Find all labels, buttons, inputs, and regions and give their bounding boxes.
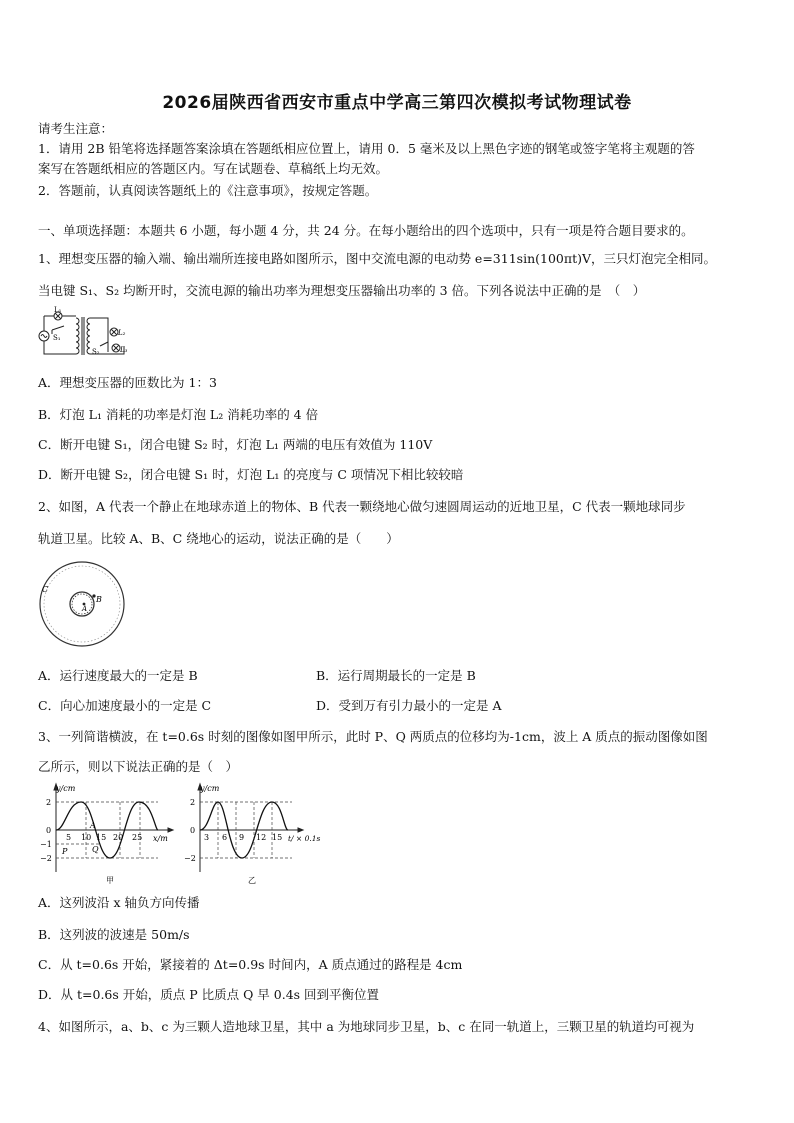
q3-jia-xlabel: x/m	[153, 834, 168, 843]
q3-jia-ytick: −1	[40, 840, 52, 849]
q3-jia-xtick: 5	[66, 833, 72, 842]
q2-orbit-diagram	[38, 560, 130, 652]
q3-yi-ytick: 2	[190, 798, 196, 807]
q3-jia-point-q: Q	[92, 845, 99, 854]
q1-fig-label-l3: L₃	[120, 346, 128, 354]
q3-jia-xtick: 10	[81, 833, 92, 842]
q2-option-a: A．运行速度最大的一定是 B	[38, 668, 198, 683]
q3-yi-xlabel: t/ × 0.1s	[288, 834, 321, 843]
q3-yi-ytick: −2	[184, 854, 196, 863]
q3-yi-ylabel: y/cm	[200, 784, 220, 793]
q1-fig-label-l1: L₁	[54, 306, 62, 314]
q1-option-c: C．断开电键 S₁，闭合电键 S₂ 时，灯泡 L₁ 两端的电压有效值为 110V	[38, 437, 433, 452]
q1-fig-label-s2: S₂	[92, 348, 100, 356]
q3-option-a: A．这列波沿 x 轴负方向传播	[38, 895, 200, 910]
q2-stem-line-1: 2、如图，A 代表一个静止在地球赤道上的物体、B 代表一颗绕地心做匀速圆周运动的近地卫星，C 代表一颗地球同步	[38, 499, 686, 514]
section-heading: 一、单项选择题：本题共 6 小题，每小题 4 分，共 24 分。在每小题给出的四个选项中，只有一项是符合题目要求的。	[38, 223, 694, 238]
q3-yi-xtick: 9	[239, 833, 245, 842]
q3-yi-xtick: 12	[256, 833, 267, 842]
notice-heading: 请考生注意：	[38, 121, 114, 136]
q3-jia-ytick: 2	[46, 798, 52, 807]
q2-fig-label-c: C	[42, 585, 49, 594]
q1-option-b: B．灯泡 L₁ 消耗的功率是灯泡 L₂ 消耗功率的 4 倍	[38, 407, 319, 422]
q1-fig-label-s1: S₁	[53, 334, 61, 342]
q2-option-c: C．向心加速度最小的一定是 C	[38, 698, 212, 713]
q3-yi-ytick: 0	[190, 826, 196, 835]
q3-yi-xtick: 3	[204, 833, 210, 842]
q3-jia-xtick: 25	[132, 833, 143, 842]
q1-stem-line-1: 1、理想变压器的输入端、输出端所连接电路如图所示，图中交流电源的电动势 e=311sin(100πt)V，三只灯泡完全相同。	[38, 251, 716, 266]
q3-jia-point-a: A	[90, 821, 96, 830]
q3-yi-xtick: 6	[222, 833, 228, 842]
q4-stem-line-1: 4、如图所示，a、b、c 为三颗人造地球卫星，其中 a 为地球同步卫星，b、c 在同一轨道上，三颗卫星的轨道均可视为	[38, 1019, 695, 1034]
page-title: 2026届陕西省西安市重点中学高三第四次模拟考试物理试卷	[162, 93, 632, 113]
q2-option-b: B．运行周期最长的一定是 B	[316, 668, 476, 683]
q3-jia-ylabel: y/cm	[56, 784, 76, 793]
q1-option-a: A．理想变压器的匝数比为 1：3	[38, 375, 217, 390]
q3-jia-point-p: P	[62, 847, 68, 856]
q3-jia-ytick: −2	[40, 854, 52, 863]
q2-fig-label-a: A	[82, 605, 88, 613]
q3-yi-xtick: 15	[272, 833, 283, 842]
q3-jia-caption: 甲	[106, 876, 114, 885]
q3-stem-line-2: 乙所示，则以下说法正确的是（ ）	[38, 759, 239, 774]
q2-fig-label-b: B	[96, 595, 102, 604]
notice-item-1-line-2: 案写在答题纸相应的答题区内。写在试题卷、草稿纸上均无效。	[38, 161, 389, 176]
q2-stem-line-2: 轨道卫星。比较 A、B、C 绕地心的运动，说法正确的是（ ）	[38, 531, 399, 546]
q3-jia-ytick: 0	[46, 826, 52, 835]
q1-option-d: D．断开电键 S₂，闭合电键 S₁ 时，灯泡 L₁ 的亮度与 C 项情况下相比较较暗	[38, 467, 464, 482]
notice-item-2: 2．答题前，认真阅读答题纸上的《注意事项》，按规定答题。	[38, 183, 378, 198]
q2-option-d: D．受到万有引力最小的一定是 A	[316, 698, 502, 713]
q1-circuit-diagram	[36, 306, 134, 364]
q3-jia-xtick: 15	[96, 833, 107, 842]
q3-wave-graph-jia	[36, 782, 186, 886]
q3-option-b: B．这列波的波速是 50m/s	[38, 927, 190, 942]
q3-yi-caption: 乙	[248, 876, 256, 885]
q1-stem-line-2: 当电键 S₁、S₂ 均断开时，交流电源的输出功率为理想变压器输出功率的 3 倍。下列各说法中正确的是 （ ）	[38, 283, 646, 298]
q3-option-c: C．从 t=0.6s 开始，紧接着的 Δt=0.9s 时间内，A 质点通过的路程是 4cm	[38, 957, 463, 972]
notice-item-1-line-1: 1．请用 2B 铅笔将选择题答案涂填在答题纸相应位置上，请用 0．5 毫米及以上黑色字迹的钢笔或签字笔将主观题的答	[38, 141, 695, 156]
q1-fig-label-l2: L₂	[118, 329, 126, 337]
q3-option-d: D．从 t=0.6s 开始，质点 P 比质点 Q 早 0.4s 回到平衡位置	[38, 987, 380, 1002]
q3-wave-graph-yi	[184, 782, 334, 886]
q3-jia-xtick: 20	[113, 833, 124, 842]
q3-stem-line-1: 3、一列简谐横波，在 t=0.6s 时刻的图像如图甲所示，此时 P、Q 两质点的位移均为-1cm，波上 A 质点的振动图像如图	[38, 729, 708, 744]
